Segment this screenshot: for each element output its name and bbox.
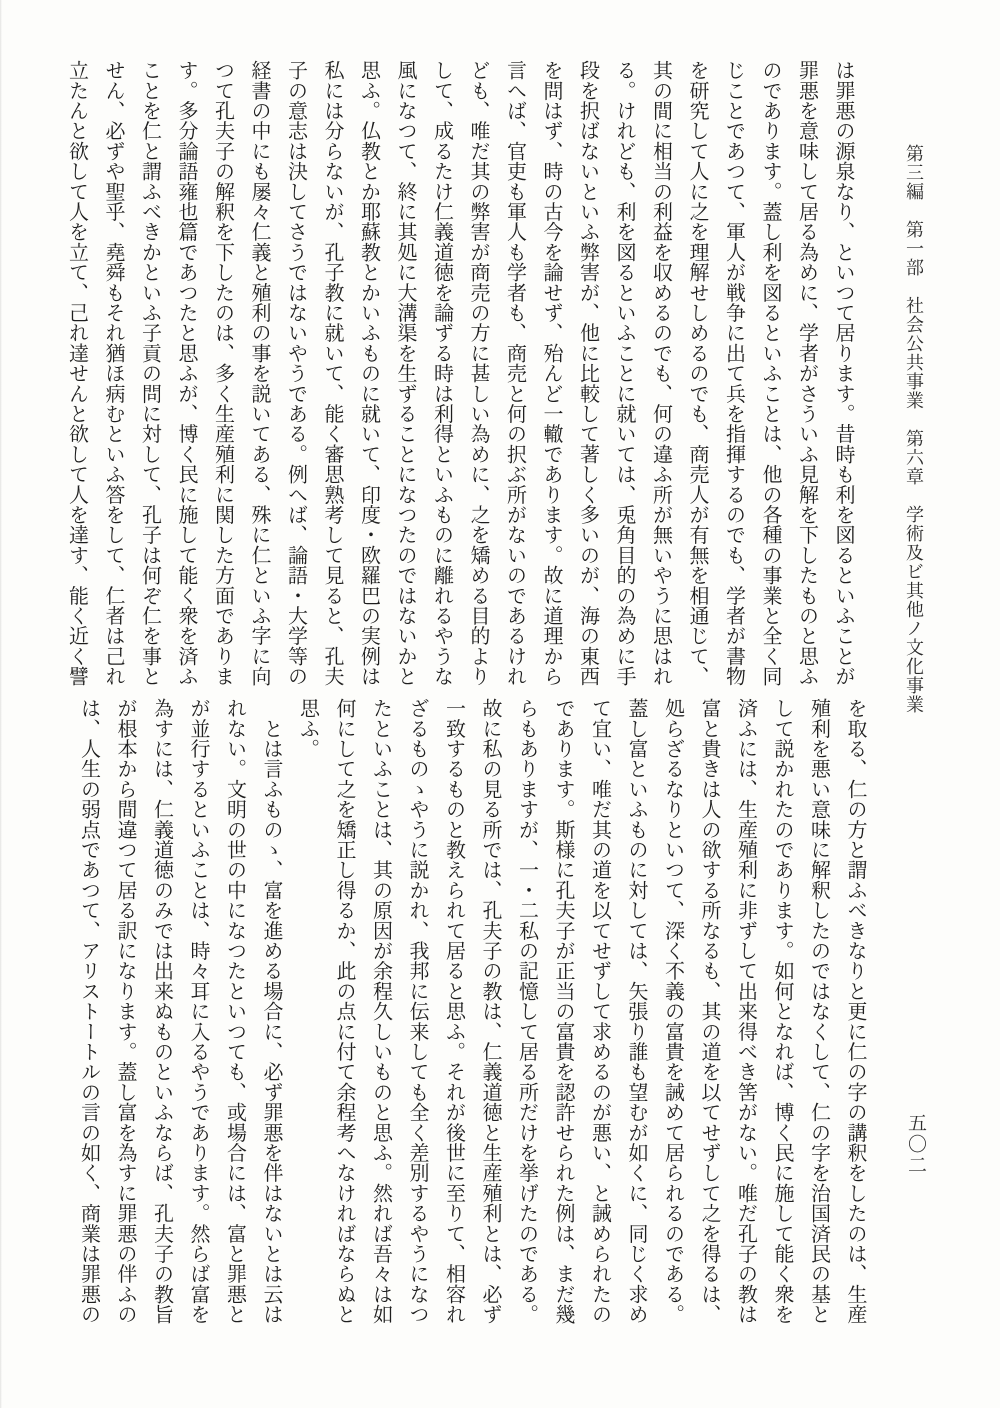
text-column: 言へば、官吏も軍人も学者も、商売と何の択ぶ所がないのであるけれ — [503, 60, 528, 687]
text-column: を研究して人に之を理解せしめるのでも、商売人が有無を相通じて、 — [686, 60, 710, 687]
text-column: 段を択ばないといふ弊害が、他に比較して著しく多いのが、海の東西 — [576, 60, 601, 687]
text-column: 蓋し富といふものに対しては、矢張り誰も望むが如くに、同じく求め — [625, 698, 649, 1325]
text-column: は、人生の弱点であつて、アリストートルの言の如く、商業は罪悪の — [77, 698, 102, 1325]
text-column: ことを仁と謂ふべきかといふ子貢の問に対して、孔子は何ぞ仁を事と — [138, 60, 163, 687]
text-column: を取る、仁の方と謂ふべきなりと更に仁の字の講釈をしたのは、生産 — [844, 698, 868, 1325]
scan-edge-shadow — [0, 0, 2, 1408]
text-column: とは言ふものゝ、富を進める場合に、必ず罪悪を伴はないとは云は — [260, 698, 284, 1325]
text-column: 処らざるなりといつて、深く不義の富貴を誡めて居られるのである。 — [661, 698, 686, 1325]
text-column: して、成るたけ仁義道徳を論ずる時は利得といふものに離れるやうな — [430, 60, 455, 687]
text-column: 一致するものと教えられて居ると思ふ。それが後世に至りて、相容れ — [442, 698, 467, 1325]
text-column: 富と貴きは人の欲する所なるも、其の道を以てせずして之を得るは、 — [698, 698, 722, 1325]
text-column: を問はず、時の古今を論せず、殆んど一轍であります。故に道理から — [540, 60, 564, 687]
text-column: て宜い、唯だ其の道を以てせずして求めるのが悪い、と誡められたの — [588, 698, 613, 1325]
text-column: 何にして之を矯正し得るか、此の点に付て余程考へなければならぬと — [333, 698, 357, 1325]
text-column: 思ふ。 — [296, 698, 321, 759]
text-column: らもありますが、一・二私の記憶して居る所だけを挙げたのである。 — [515, 698, 540, 1325]
text-column: たといふことは、其の原因が余程久しいものと思ふ。然れば吾々は如 — [369, 698, 394, 1325]
text-column: 私には分らないが、孔子教に就いて、能く審思熟考して見ると、孔夫 — [321, 60, 345, 687]
lower-text-block — [71, 698, 874, 1325]
text-column: 済ふには、生産殖利に非ずして出来得べき筈がない。唯だ孔子の教は — [734, 698, 759, 1325]
text-column: 立たんと欲して人を立て、己れ達せんと欲して人を達す、能く近く譬 — [65, 60, 90, 687]
text-column: 故に私の見る所では、孔夫子の教は、仁義道徳と生産殖利とは、必ず — [479, 698, 503, 1325]
text-column: 殖利を悪い意味に解釈したのではなくして、仁の字を治国済民の基と — [807, 698, 832, 1325]
text-column: 其の間に相当の利益を収めるのでも、何の違ふ所が無いやうに思はれ — [649, 60, 674, 687]
text-column: つて孔夫子の解釈を下したのは、多く生産殖利に関した方面でありま — [211, 60, 236, 687]
text-column: であります。斯様に孔夫子が正当の富貴を認許せられた例は、まだ幾 — [552, 698, 576, 1325]
text-column: じことであつて、軍人が戦争に出て兵を指揮するのでも、学者が書物 — [722, 60, 747, 687]
text-column: 罪悪を意味して居る為めに、学者がさういふ見解を下したものと思ふ — [795, 60, 820, 687]
text-column: せん、必ずや聖乎、堯舜もそれ猶ほ病むといふ答をして、仁者は己れ — [102, 60, 126, 687]
text-column: 経書の中にも屡々仁義と殖利の事を説いてある、殊に仁といふ字に向 — [248, 60, 272, 687]
text-column: 子の意志は決してさうではないやうである。例へば、論語・大学等の — [284, 60, 309, 687]
text-column: が並行するといふことは、時々耳に入るやうであります。然らば富を — [187, 698, 211, 1325]
text-column: は罪悪の源泉なり、といつて居ります。昔時も利を図るといふことが — [832, 60, 856, 687]
text-column: が根本から間違つて居る訳になります。蓋し富を為すに罪悪の伴ふの — [114, 698, 138, 1325]
upper-text-block — [59, 60, 862, 687]
text-column: 風になつて、終に其処に大溝渠を生ずることになつたのではないかと — [394, 60, 418, 687]
page-number: 五〇二 — [905, 1113, 927, 1176]
running-head: 第三編 第一部 社会公共事業 第六章 学術及ビ其他ノ文化事業 — [903, 144, 924, 714]
text-column: して説かれたのであります。如何となれば、博く民に施して能く衆を — [771, 698, 795, 1325]
text-column: る。けれども、利を図るといふことに就いては、兎角目的の為めに手 — [613, 60, 637, 687]
text-column: ざるものゝやうに説かれ、我邦に伝来しても全く差別するやうになつ — [406, 698, 430, 1325]
text-column: 思ふ。仏教とか耶蘇教とかいふものに就いて、印度・欧羅巴の実例は — [357, 60, 382, 687]
text-column: す。多分論語雍也篇であつたと思ふが、博く民に施して能く衆を済ふ — [175, 60, 199, 687]
text-column: れない。文明の世の中になつたといつても、或場合には、富と罪悪と — [223, 698, 248, 1325]
text-column: ども、唯だ其の弊害が商売の方に甚しい為めに、之を矯める目的より — [467, 60, 491, 687]
text-column: のであります。蓋し利を図るといふことは、他の各種の事業と全く同 — [759, 60, 783, 687]
text-column: 為すには、仁義道徳のみでは出来ぬものといふならば、孔夫子の教旨 — [150, 698, 175, 1325]
